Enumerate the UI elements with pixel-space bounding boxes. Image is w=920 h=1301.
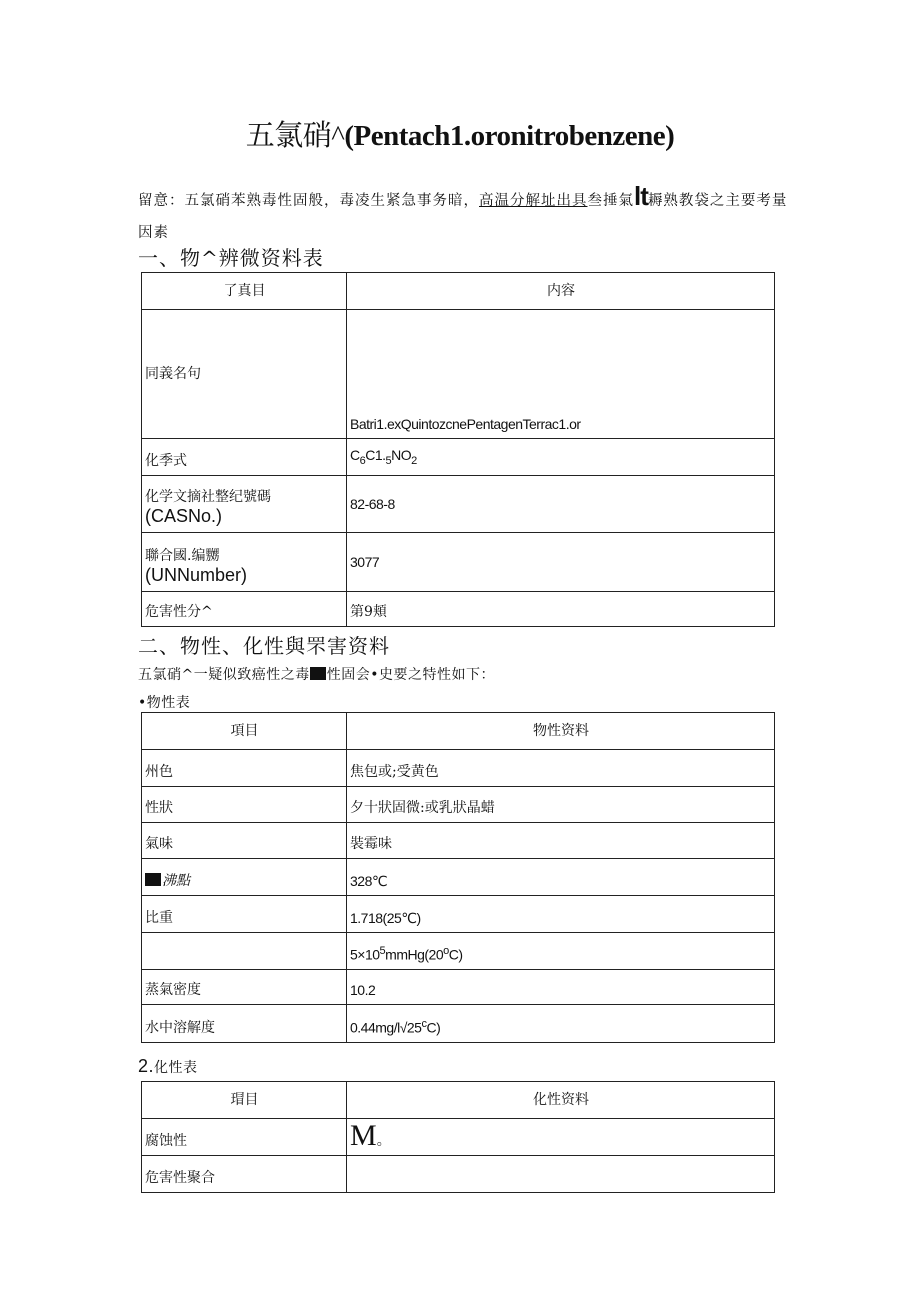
chemical-subheading: 2.化性表 [138,1056,198,1076]
row-value: 0.44mg/l√25$^c$C) [347,1005,775,1043]
row-value: 夕十狀固微:或乳狀晶蜡 [347,787,775,823]
table-row [142,476,775,533]
table-row [142,970,775,1005]
note-paragraph [138,180,788,249]
row-value: 3077 [347,533,775,592]
note-big-glyph: lt [634,181,648,211]
row-value: 328℃ [347,859,775,896]
section2-intro: 五氯硝^一疑似致癌性之毒 性固会•史要之特性如下： [138,667,495,683]
table-row [142,533,775,592]
note-part3: 耨熟教袋之主要考量因素 [138,193,788,241]
row-label [142,933,347,970]
table-row [142,1156,775,1193]
table-row [142,310,775,439]
row-label: 州色 [142,750,347,787]
row-value-formula: $C_6C1._5NO_2$ [347,439,775,476]
table-row [142,1005,775,1043]
row-value: 1.718(25℃) [347,896,775,933]
header-col1: 項目 [142,713,347,750]
row-label: 化学文摘社整纪號碼 (CASNo.) [142,476,347,533]
header-col1: 了真目 [142,273,347,310]
row-label: 同義名句 [142,310,347,439]
row-label: 性狀 [142,787,347,823]
table-row [142,896,775,933]
table-header-row [142,1082,775,1119]
table-row [142,823,775,859]
note-underlined: 高温分解址出具 [479,193,588,209]
row-value: 10.2 [347,970,775,1005]
chemical-properties-table [141,1081,775,1193]
table-row [142,750,775,787]
header-col2: 物性资料 [347,713,775,750]
row-label: 蒸氣密度 [142,970,347,1005]
table-header-row [142,273,775,310]
redaction-block [145,873,161,886]
title-english: (Pentach1.oronitrobenzene) [344,120,675,152]
document-title [0,113,920,154]
header-col1: 瑁目 [142,1082,347,1119]
physical-subheading: •物性表 [138,695,191,711]
row-value: 裝霉味 [347,823,775,859]
row-value: 焦包或;受黄色 [347,750,775,787]
table-row [142,592,775,627]
row-value: $5\times 10^5mmHg(20^oC)$ [347,933,775,970]
header-col2: 化性资料 [347,1082,775,1119]
row-label: 水中溶解度 [142,1005,347,1043]
header-col2: 内容 [347,273,775,310]
physical-properties-table [141,712,775,1043]
table-row [142,859,775,896]
row-label: 化季式 [142,439,347,476]
section1-heading: 一、物^辨微资料表 [138,246,324,270]
row-label: 腐蚀性 [142,1119,347,1156]
row-label: 沸點 [142,859,347,896]
row-label: 危害性分^ [142,592,347,627]
table-header-row [142,713,775,750]
note-part2: 叁捶氣 [587,193,634,209]
identification-table [141,272,775,627]
section2-heading: 二、物性、化性與罘害资料 [138,634,390,658]
row-value: 第9頬 [347,592,775,627]
redaction-block [310,667,326,680]
row-label: 危害性聚合 [142,1156,347,1193]
row-value [347,1156,775,1193]
row-value: M。 [347,1119,775,1156]
table-row [142,933,775,970]
row-label: 比重 [142,896,347,933]
note-part1: 留意：五氯硝苯熟毒性固般，毒凌生紧急事务暗， [138,193,479,209]
table-row [142,439,775,476]
row-label: 氣味 [142,823,347,859]
title-chinese: 五氯硝^ [245,120,345,152]
table-row [142,787,775,823]
table-row [142,1119,775,1156]
row-value: Batri1.exQuintozcnePentagenTerrac1.or [347,310,775,439]
row-value: 82-68-8 [347,476,775,533]
row-label: 聯合國.编嬲 (UNNumber) [142,533,347,592]
